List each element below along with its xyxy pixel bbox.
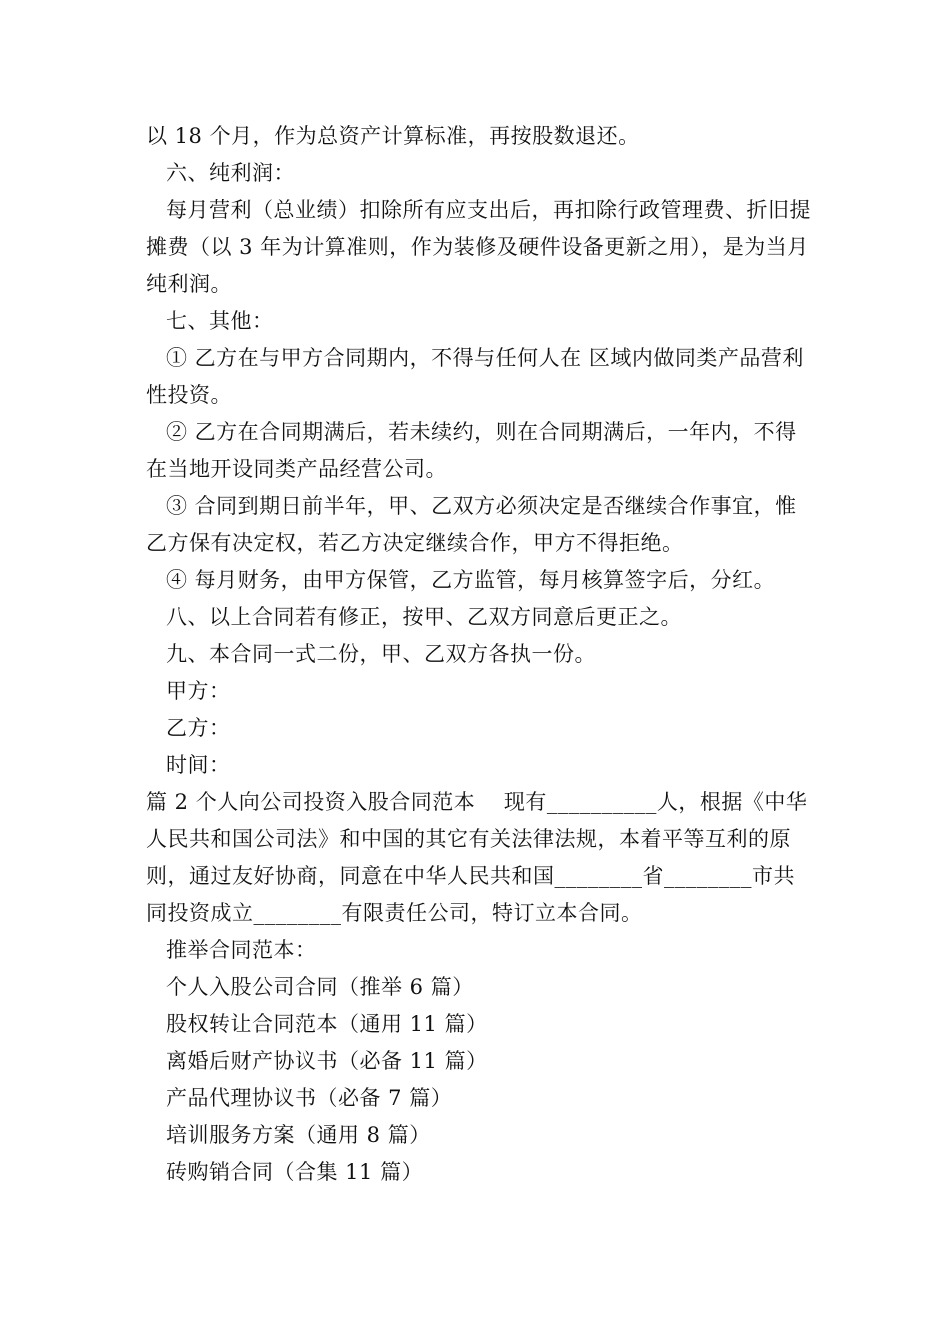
paragraph-article-2: 篇 2 个人向公司投资入股合同范本 现有__________人，根据《中华人民共和国公司法》和中国的其它有关法律法规，本着平等互利的原则，通过友好协商，同意在中华人民共和国________省________市共同投资成立________有限责任公司，特订立本合同。 bbox=[146, 790, 808, 925]
recommended-heading: 推举合同范本： bbox=[166, 938, 317, 962]
clause-2: ② 乙方在合同期满后，若未续约，则在合同期满后，一年内，不得在当地开设同类产品经营公司。 bbox=[146, 420, 797, 481]
paragraph-net-profit: 每月营利（总业绩）扣除所有应支出后，再扣除行政管理费、折旧提摊费（以 3 年为计算准则，作为装修及硬件设备更新之用），是为当月纯利润。 bbox=[146, 198, 811, 296]
party-b-signature: 乙方： bbox=[166, 716, 231, 740]
recommended-link-4[interactable]: 产品代理协议书（必备 7 篇） bbox=[166, 1086, 453, 1110]
heading-copies: 九、本合同一式二份，甲、乙双方各执一份。 bbox=[166, 642, 596, 666]
recommended-link-1[interactable]: 个人入股公司合同（推举 6 篇） bbox=[166, 975, 474, 999]
clause-3: ③ 合同到期日前半年，甲、乙双方必须决定是否继续合作事宜，惟乙方保有决定权，若乙方决定继续合作，甲方不得拒绝。 bbox=[146, 494, 797, 555]
clause-1: ① 乙方在与甲方合同期内，不得与任何人在 区域内做同类产品营利性投资。 bbox=[146, 346, 804, 407]
paragraph-asset-refund: 以 18 个月，作为总资产计算标准，再按股数退还。 bbox=[146, 124, 640, 148]
date-signature: 时间： bbox=[166, 753, 231, 777]
document-body bbox=[146, 118, 814, 1191]
recommended-link-6[interactable]: 砖购销合同（合集 11 篇） bbox=[166, 1160, 424, 1184]
heading-net-profit: 六、纯利润： bbox=[166, 161, 295, 185]
recommended-link-2[interactable]: 股权转让合同范本（通用 11 篇） bbox=[166, 1012, 488, 1036]
heading-amendment: 八、以上合同若有修正，按甲、乙双方同意后更正之。 bbox=[166, 605, 682, 629]
heading-other: 七、其他： bbox=[166, 309, 274, 333]
recommended-link-5[interactable]: 培训服务方案（通用 8 篇） bbox=[166, 1123, 431, 1147]
recommended-link-3[interactable]: 离婚后财产协议书（必备 11 篇） bbox=[166, 1049, 488, 1073]
party-a-signature: 甲方： bbox=[166, 679, 231, 703]
clause-4: ④ 每月财务，由甲方保管，乙方监管，每月核算签字后，分红。 bbox=[166, 568, 776, 592]
